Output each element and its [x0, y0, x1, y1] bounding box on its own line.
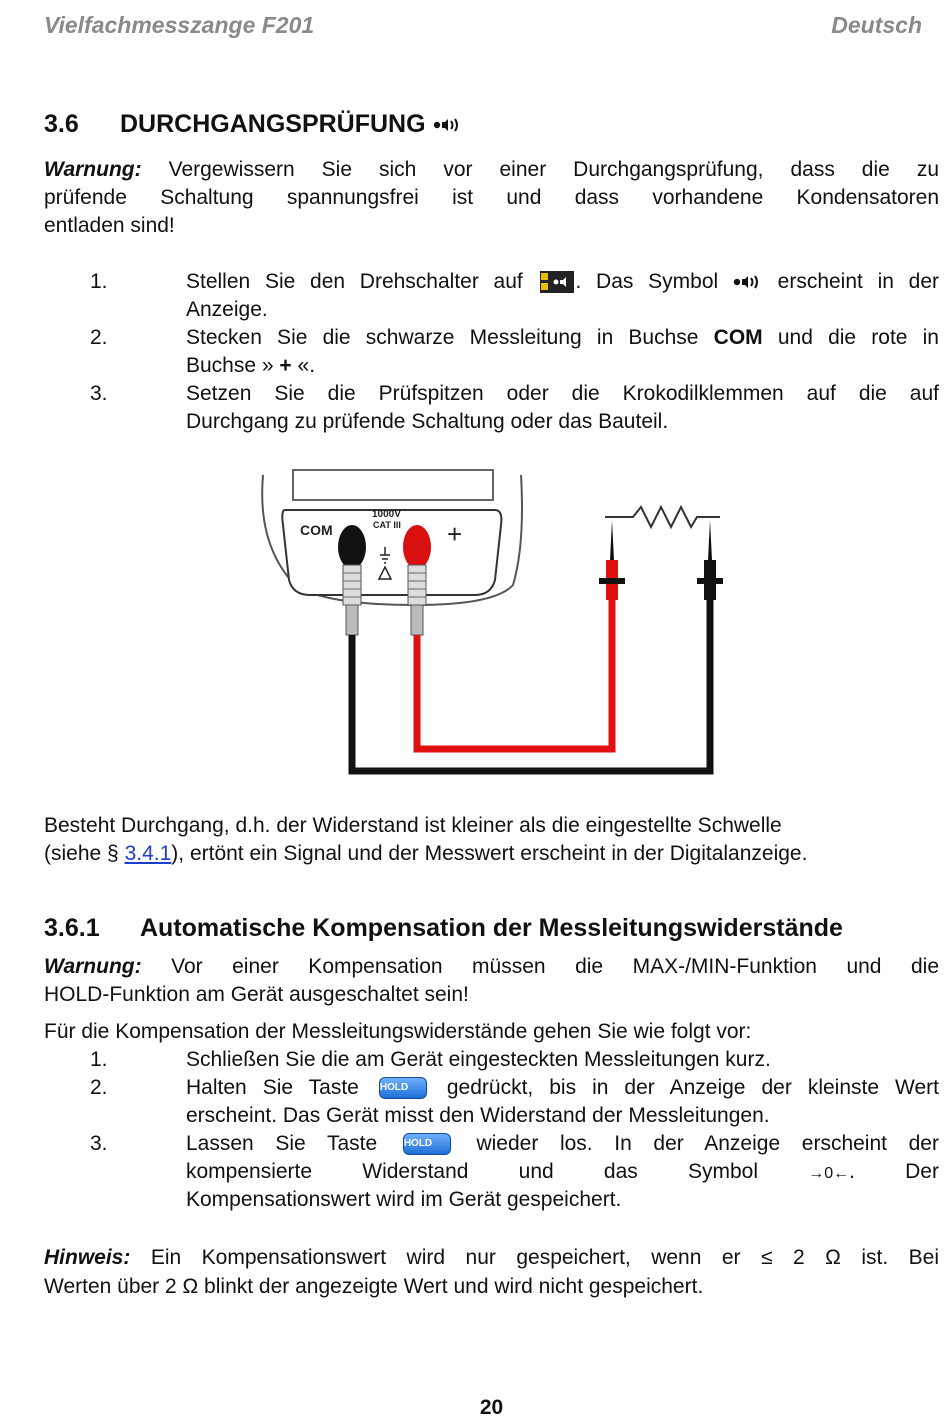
warning-line-2: prüfende Schaltung spannungsfrei ist und dass vorhandene Kondensatoren [44, 186, 939, 209]
step-text: . Das Symbol [575, 270, 719, 293]
com-text: COM [300, 522, 333, 538]
warning-text: Vor einer Kompensation müssen die MAX-/MIN-Funktion und die [171, 955, 939, 978]
step-number: 3. [90, 1132, 108, 1155]
subsection-title: Automatische Kompensation der Messleitungswiderstände [140, 914, 843, 942]
note-line-1 [44, 1244, 939, 1272]
result-line-2 [44, 840, 807, 868]
step-text: und die rote in [777, 326, 939, 349]
section-link[interactable]: 3.4.1 [124, 842, 172, 865]
result-line-1: Besteht Durchgang, d.h. der Widerstand ist kleiner als die eingestellte Schwelle [44, 814, 782, 837]
note-label: Hinweis: [44, 1246, 131, 1269]
note-text: Ein Kompensationswert wird nur gespeichert, wenn er ≤ 2 Ω ist. Bei [150, 1246, 939, 1269]
black-plug-grip [343, 565, 361, 605]
page-number: 20 [479, 1396, 504, 1419]
step-text: Stellen Sie den Drehschalter auf [186, 270, 523, 293]
result-text: (siehe § [44, 842, 119, 865]
section-heading [120, 110, 463, 139]
red-plug [403, 525, 431, 569]
continuity-beep-icon [733, 274, 763, 290]
plus-text: + [447, 519, 463, 549]
plus-label: + [279, 354, 292, 377]
step-2-line-2 [186, 352, 939, 380]
note-line-2: Werten über 2 Ω blinkt der angezeigte Wert und wird nicht gespeichert. [44, 1275, 704, 1298]
step-number: 2. [90, 1076, 108, 1099]
continuity-beep-icon [433, 117, 463, 133]
warning-text: Vergewissern Sie sich vor einer Durchgangsprüfung, dass die zu [168, 158, 940, 181]
step-text: «. [297, 354, 316, 377]
step-number: 1. [90, 270, 108, 293]
meter-display-edge [293, 470, 493, 500]
sub-step-3-line-3: Kompensationswert wird im Gerät gespeichert. [186, 1188, 622, 1211]
language-label: Deutsch [831, 12, 922, 38]
section-number: 3.6 [44, 110, 79, 138]
warning-line-1 [44, 156, 939, 184]
step-2-line-1 [186, 324, 939, 352]
intro-text: Für die Kompensation der Messleitungswiderstände gehen Sie wie folgt vor: [44, 1020, 752, 1043]
rotary-switch-icon [540, 271, 574, 293]
sub-step-1: Schließen Sie die am Gerät eingesteckten Messleitungen kurz. [186, 1048, 771, 1071]
com-label: COM [713, 326, 763, 349]
hold-button-icon: HOLD [403, 1133, 451, 1155]
sub-warning-line-2: HOLD-Funktion am Gerät ausgeschaltet sein! [44, 983, 469, 1006]
hold-button-icon: HOLD [379, 1077, 427, 1099]
step-1-line-1 [186, 268, 939, 296]
step-number: 2. [90, 326, 108, 349]
black-plug [338, 525, 366, 569]
step-3-line-2: Durchgang zu prüfende Schaltung oder das Bauteil. [186, 410, 669, 433]
resistor [605, 507, 720, 527]
volt-text: 1000V [372, 509, 401, 520]
step-number: 1. [90, 1048, 108, 1071]
step-text: erscheint in der [777, 270, 940, 293]
step-text: kompensierte Widerstand und das Symbol [186, 1160, 758, 1183]
section-title: DURCHGANGSPRÜFUNG [120, 110, 426, 138]
sub-warning-line-1 [44, 953, 939, 981]
step-text: Lassen Sie Taste [186, 1132, 378, 1155]
subsection-number: 3.6.1 [44, 914, 100, 942]
step-text: Buchse » [186, 354, 274, 377]
connection-figure [255, 465, 735, 785]
document-title: Vielfachmesszange F201 [44, 12, 315, 38]
sub-step-3-line-2 [186, 1158, 939, 1188]
sub-step-3-line-1 [186, 1130, 939, 1158]
red-plug-grip [408, 565, 426, 605]
cat-text: CAT III [373, 520, 401, 530]
sub-step-2-line-1 [186, 1074, 939, 1102]
warning-label: Warnung: [44, 955, 142, 978]
compensation-symbol: →0← [808, 1165, 850, 1182]
warning-label: Warnung: [44, 158, 142, 181]
step-3-line-1: Setzen Sie die Prüfspitzen oder die Krokodilklemmen auf die auf [186, 382, 939, 405]
step-text: wieder los. In der Anzeige erscheint der [476, 1132, 939, 1155]
step-text: . Der [849, 1160, 939, 1183]
step-1-line-2: Anzeige. [186, 298, 268, 321]
step-text: Halten Sie Taste [186, 1076, 359, 1099]
red-lead [417, 585, 612, 749]
sub-step-2-line-2: erscheint. Das Gerät misst den Widerstand der Messleitungen. [186, 1104, 770, 1127]
black-lead [352, 585, 710, 771]
result-text: ), ertönt ein Signal und der Messwert erscheint in der Digitalanzeige. [171, 842, 808, 865]
step-text: gedrückt, bis in der Anzeige der kleinste Wert [446, 1076, 939, 1099]
step-number: 3. [90, 382, 108, 405]
step-text: Stecken Sie die schwarze Messleitung in Buchse [186, 326, 699, 349]
warning-line-3: entladen sind! [44, 214, 175, 237]
